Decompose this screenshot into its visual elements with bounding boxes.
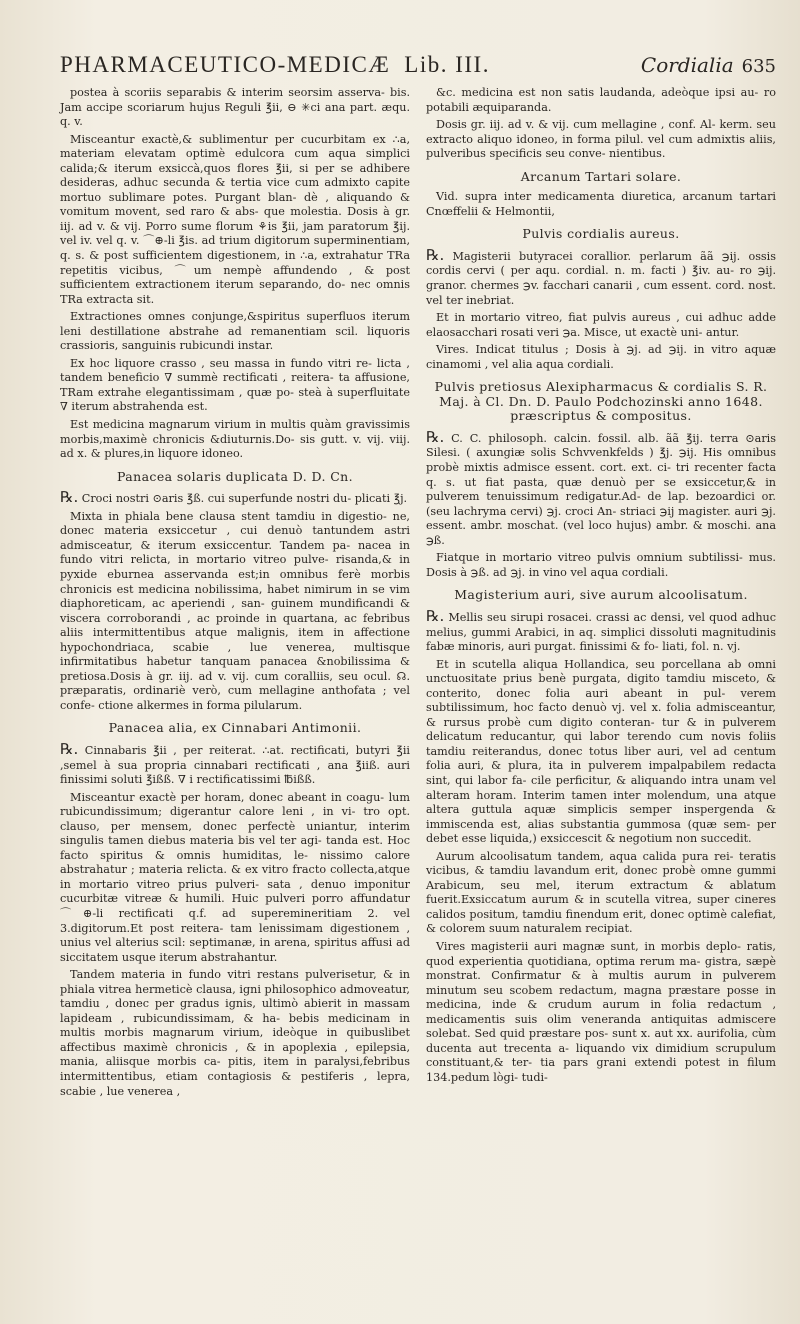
section-heading: Panacea solaris duplicata D. D. Cn. [117, 468, 353, 484]
section-heading: Pulvis cordialis aureus. [522, 226, 680, 242]
recipe-paragraph: ℞. C. C. philosoph. calcin. fossil. alb. ãã ℥ij. terra ⊙aris Silesi. ( axungiæ solis Schvvenkfelds ) ℥j. ℈ij. His omnibus probè mixtis admisce essent. cort. ext. ci- tri recenter facta q. s. ut fiat pasta, quæ denuò per se exsiccetur,& in pulverem tenuissimum redigatur.Ad- de lap. bezoardici or. (seu lachryma cervi) ℈j. croci An- striaci ℈ij magister. auri ℈j. essent. ambr. moschat. (vel loco hujus) ambr. & moschi. ana ℈ß. [426, 427, 776, 547]
header-right [641, 53, 776, 77]
running-title [60, 52, 490, 78]
book-number: Lib. III. [404, 52, 490, 77]
text-columns [60, 86, 776, 1102]
body-paragraph: Et in mortario vitreo, fiat pulvis aureus , cui adhuc adde elaosacchari rosati veri ℈a. Misce, ut exactè uni- antur. [426, 311, 776, 339]
right-column [426, 86, 776, 1102]
body-paragraph: &c. medicina est non satis laudanda, adeòque ipsi au- ro potabili æquiparanda. [426, 86, 776, 114]
page-number: 635 [741, 56, 776, 77]
recipe-paragraph: ℞. Croci nostri ⊙aris ℥ß. cui superfunde nostri du- plicati ℥j. [60, 488, 408, 507]
body-paragraph: Vires magisterii auri magnæ sunt, in morbis deplo- ratis, quod experientia quotidiana, optima rerum ma- gistra, sæpè monstrat. Confirmatur & à multis aurum in pulverem minutum seu scobem redactum, magna præstare posse in medicina, inde & crudum aurum in folia redactum , medicamentis suis olim veneranda antiquitas admiscere solebat. Sed quid præstare pos- sunt x. aut xx. aurifolia, cùm ducenta aut trecenta a- liquando vix dimidium scrupulum constituant,& ter- tia pars grani extendi potest in filum 134.pedum lògi- tudi- [426, 939, 776, 1084]
body-paragraph: Vid. supra inter medicamenta diuretica, arcanum tartari Cnœffelii & Helmontii, [426, 190, 776, 218]
section-title: Cordialia [640, 53, 734, 77]
body-paragraph: Fiatque in mortario vitreo pulvis omnium subtilissi- mus. Dosis à ℈ß. ad ℈j. in vino vel aqua cordiali. [426, 551, 776, 579]
body-paragraph: Misceantur exactè,& sublimentur per cucurbitam ex ∴a, materiam elevatam optimè edulcora cum aqua simplici calida;& iterum exsiccà,quos flores ℥ii, si per se adhibere desideras, adhuc secunda & tertia vice cum admixto capite mortuo sublimare potes. Purgant blan- dè , aliquando & vomitum movent, sed raro & abs- que molestia. Dosis à gr. iij. ad v. & vij. Porro sume florum ⚘is ℥ii, jam paratorum ℥ij. vel iv. vel q. v. ⌒⊕-li ℥is. ad trium digitorum superminentiam, q. s. & post sufficientem digestionem, in ∴a, extrahatur TRa repetitis vicibus, ⌒um nempè affundendo , & post sufficientem extractionem iterum separando, do- nec omnis TRa extracta sit. [60, 132, 410, 306]
section-heading: Panacea alia, ex Cinnabari Antimonii. [108, 720, 362, 736]
body-paragraph: Dosis gr. iij. ad v. & vij. cum mellagine , conf. Al- kerm. seu extracto aliquo idoneo, in forma pilul. vel cum admixtis aliis, pulveribus specificis seu conve- nientibus. [426, 118, 776, 161]
body-paragraph: Ex hoc liquore crasso , seu massa in fundo vitri re- licta , tandem beneficio ∇ summè rectificati , reitera- ta affusione, TRam extrahe elegantissimam , quæ po- steà à superfluitate ∇ iterum abstrahenda est. [60, 356, 410, 414]
body-paragraph: Aurum alcoolisatum tandem, aqua calida pura rei- teratis vicibus, & tamdiu lavandum erit, donec probè omne gummi Arabicum, seu mel, iterum extractum & ablatum fuerit.Exsiccatum aurum & in scutella vitrea, super cineres calidos positum, tamdiu finendum erit, donec optimè calefiat, & colorem suum naturalem recipiat. [426, 849, 776, 936]
body-paragraph: Est medicina magnarum virium in multis quàm gravissimis morbis,maximè chronicis &diuturnis.Do- sis gutt. v. vij. viij. ad x. & plures,in liquore idoneo. [60, 418, 410, 461]
section-heading: Arcanum Tartari solare. [520, 168, 682, 184]
section-heading: Magisterium auri, sive aurum alcoolisatum. [454, 587, 748, 603]
body-paragraph: Mixta in phiala bene clausa stent tamdiu in digestio- ne, donec materia exsiccetur , cui denuò tantundem astri admisceatur, & iterum exsiccentur. Tandem pa- nacea in fundo vitri relicta, in mortario vitreo pulve- risanda,& in pyxide eburnea asservanda est;in omnibus ferè morbis chronicis est medicina nobilissima, habet nimirum in se vim diaphoreticam, ac aperiendi , san- guinem mundificandi & viscera corroborandi , ac proinde in quartana, ac febribus aliis intermittentibus atque malignis, item in affectione hypochondriaca, scabie , lue venerea, multisque infirmitatibus habetur tanquam panacea &nobilissima & pretiosa.Dosis à gr. iij. ad v. vij. cum coralliis, seu ocul. ☊. præparatis, ordinariè verò, cum mellagine anthofata ; vel confe- ctione alkermes in forma pilularum. [60, 509, 410, 712]
body-paragraph: Vires. Indicat titulus ; Dosis à ℈j. ad ℈ij. in vitro aquæ cinamomi , vel alia aqua cordiali. [426, 343, 776, 371]
recipe-paragraph: ℞. Cinnabaris ℥ii , per reiterat. ∴at. rectificati, butyri ℥ii ,semel à sua propria cinnabari rectificati , ana ℥iiß. auri finissimi soluti ℥ißß. ∇ i rectificatissimi ℔ißß. [60, 739, 410, 787]
recipe-paragraph: ℞. Magisterii butyracei corallior. perlarum ãã ℈ij. ossis cordis cervi ( per aqu. cordial. n. m. facti ) ℥iv. au- ro ℈ij. granor. chermes ℈v. facchari canarii , cum essent. cord. nost. vel ter inebriat. [426, 245, 776, 307]
body-paragraph: Extractiones omnes conjunge,&spiritus superfluos iterum leni destillatione abstrahe ad remanentiam scil. liquoris crassioris, sanguinis rubicundi instar. [60, 310, 410, 353]
running-title-text: PHARMACEUTICO-MEDICÆ [60, 52, 391, 77]
left-column [60, 86, 410, 1102]
page-header [60, 52, 776, 80]
body-paragraph: Misceantur exactè per horam, donec abeant in coagu- lum rubicundissimum; digerantur calore leni , in vi- tro opt. clauso, per mensem, donec perfectè uniantur, interim singulis tamen diebus materia bis vel ter agi- tanda est. Hoc facto spiritus & omnis humiditas, le- nissimo calore abstrahatur ; materia relicta. & ex vitro fracto collecta,atque in mortario vitreo prius pulveri- sata , denuo imponitur cucurbitæ vitreæ & humili. Huic pulveri porro affundatur ⌒⊕-li rectificati q.f. ad superemineritiam 2. vel 3.digitorum.Et post reitera- tam lenissimam digestionem , unius vel alterius scil: septimanæ, in arena, spiritus affusi ad siccitatem usque iterum abstrahantur. [60, 790, 410, 964]
section-heading: Pulvis pretiosus Alexipharmacus & cordialis S. R. Maj. à Cl. Dn. D. Paulo Podchozinski anno 1648. præscriptus & compositus. [434, 379, 768, 424]
body-paragraph: Tandem materia in fundo vitri restans pulverisetur, & in phiala vitrea hermeticè clausa, igni philosophico admoveatur, tamdiu , donec per gradus ignis, ultimò abierit in massam lapideam , rubicundissimam, & ha- bebis medicinam in multis morbis magnarum virium, ideòque in quibuslibet affectibus maximè chronicis , & in apoplexia , epilepsia, mania, aliisque morbis ca- pitis, item in paralysi,febribus intermittentibus, etiam contagiosis & pestiferis , lepra, scabie , lue venerea , [60, 968, 410, 1098]
body-paragraph: postea à scoriis separabis & interim seorsim asserva- bis. Jam accipe scoriarum hujus Reguli ℥ii, ⊖ ✳ci ana part. æqu. q. v. [60, 86, 410, 129]
body-paragraph: Et in scutella aliqua Hollandica, seu porcellana ab omni unctuositate prius benè purgata, digito tamdiu misceto, & conterito, donec folia auri abeant in pul- verem subtilissimum, hoc facto denuò vj. vel x. folia admisceantur, & rursus probè cum digito conteran- tur & in pulverem delicatum reducantur, qui labor terendo cum novis foliis tamdiu reiterandus, donec totus liber auri, vel ad centum folia auri, & plura, ita in pulverem impalpabilem redacta sint, qui labor fa- cile perficitur, & aliquando intra unam vel alteram horam. Interim tamen inter molendum, una atque altera guttula aquæ simplicis semper inspergenda & immiscenda est, alias substantia gummosa (quæ sem- per debet esse liquida,) exsiccescit & negotium non succedit. [426, 657, 776, 846]
recipe-paragraph: ℞. Mellis seu sirupi rosacei. crassi ac densi, vel quod adhuc melius, gummi Arabici, in aq. simplici dissoluti magnitudinis fabæ minoris, auri purgat. finissimi & fo- liati, fol. n. vj. [426, 606, 776, 654]
